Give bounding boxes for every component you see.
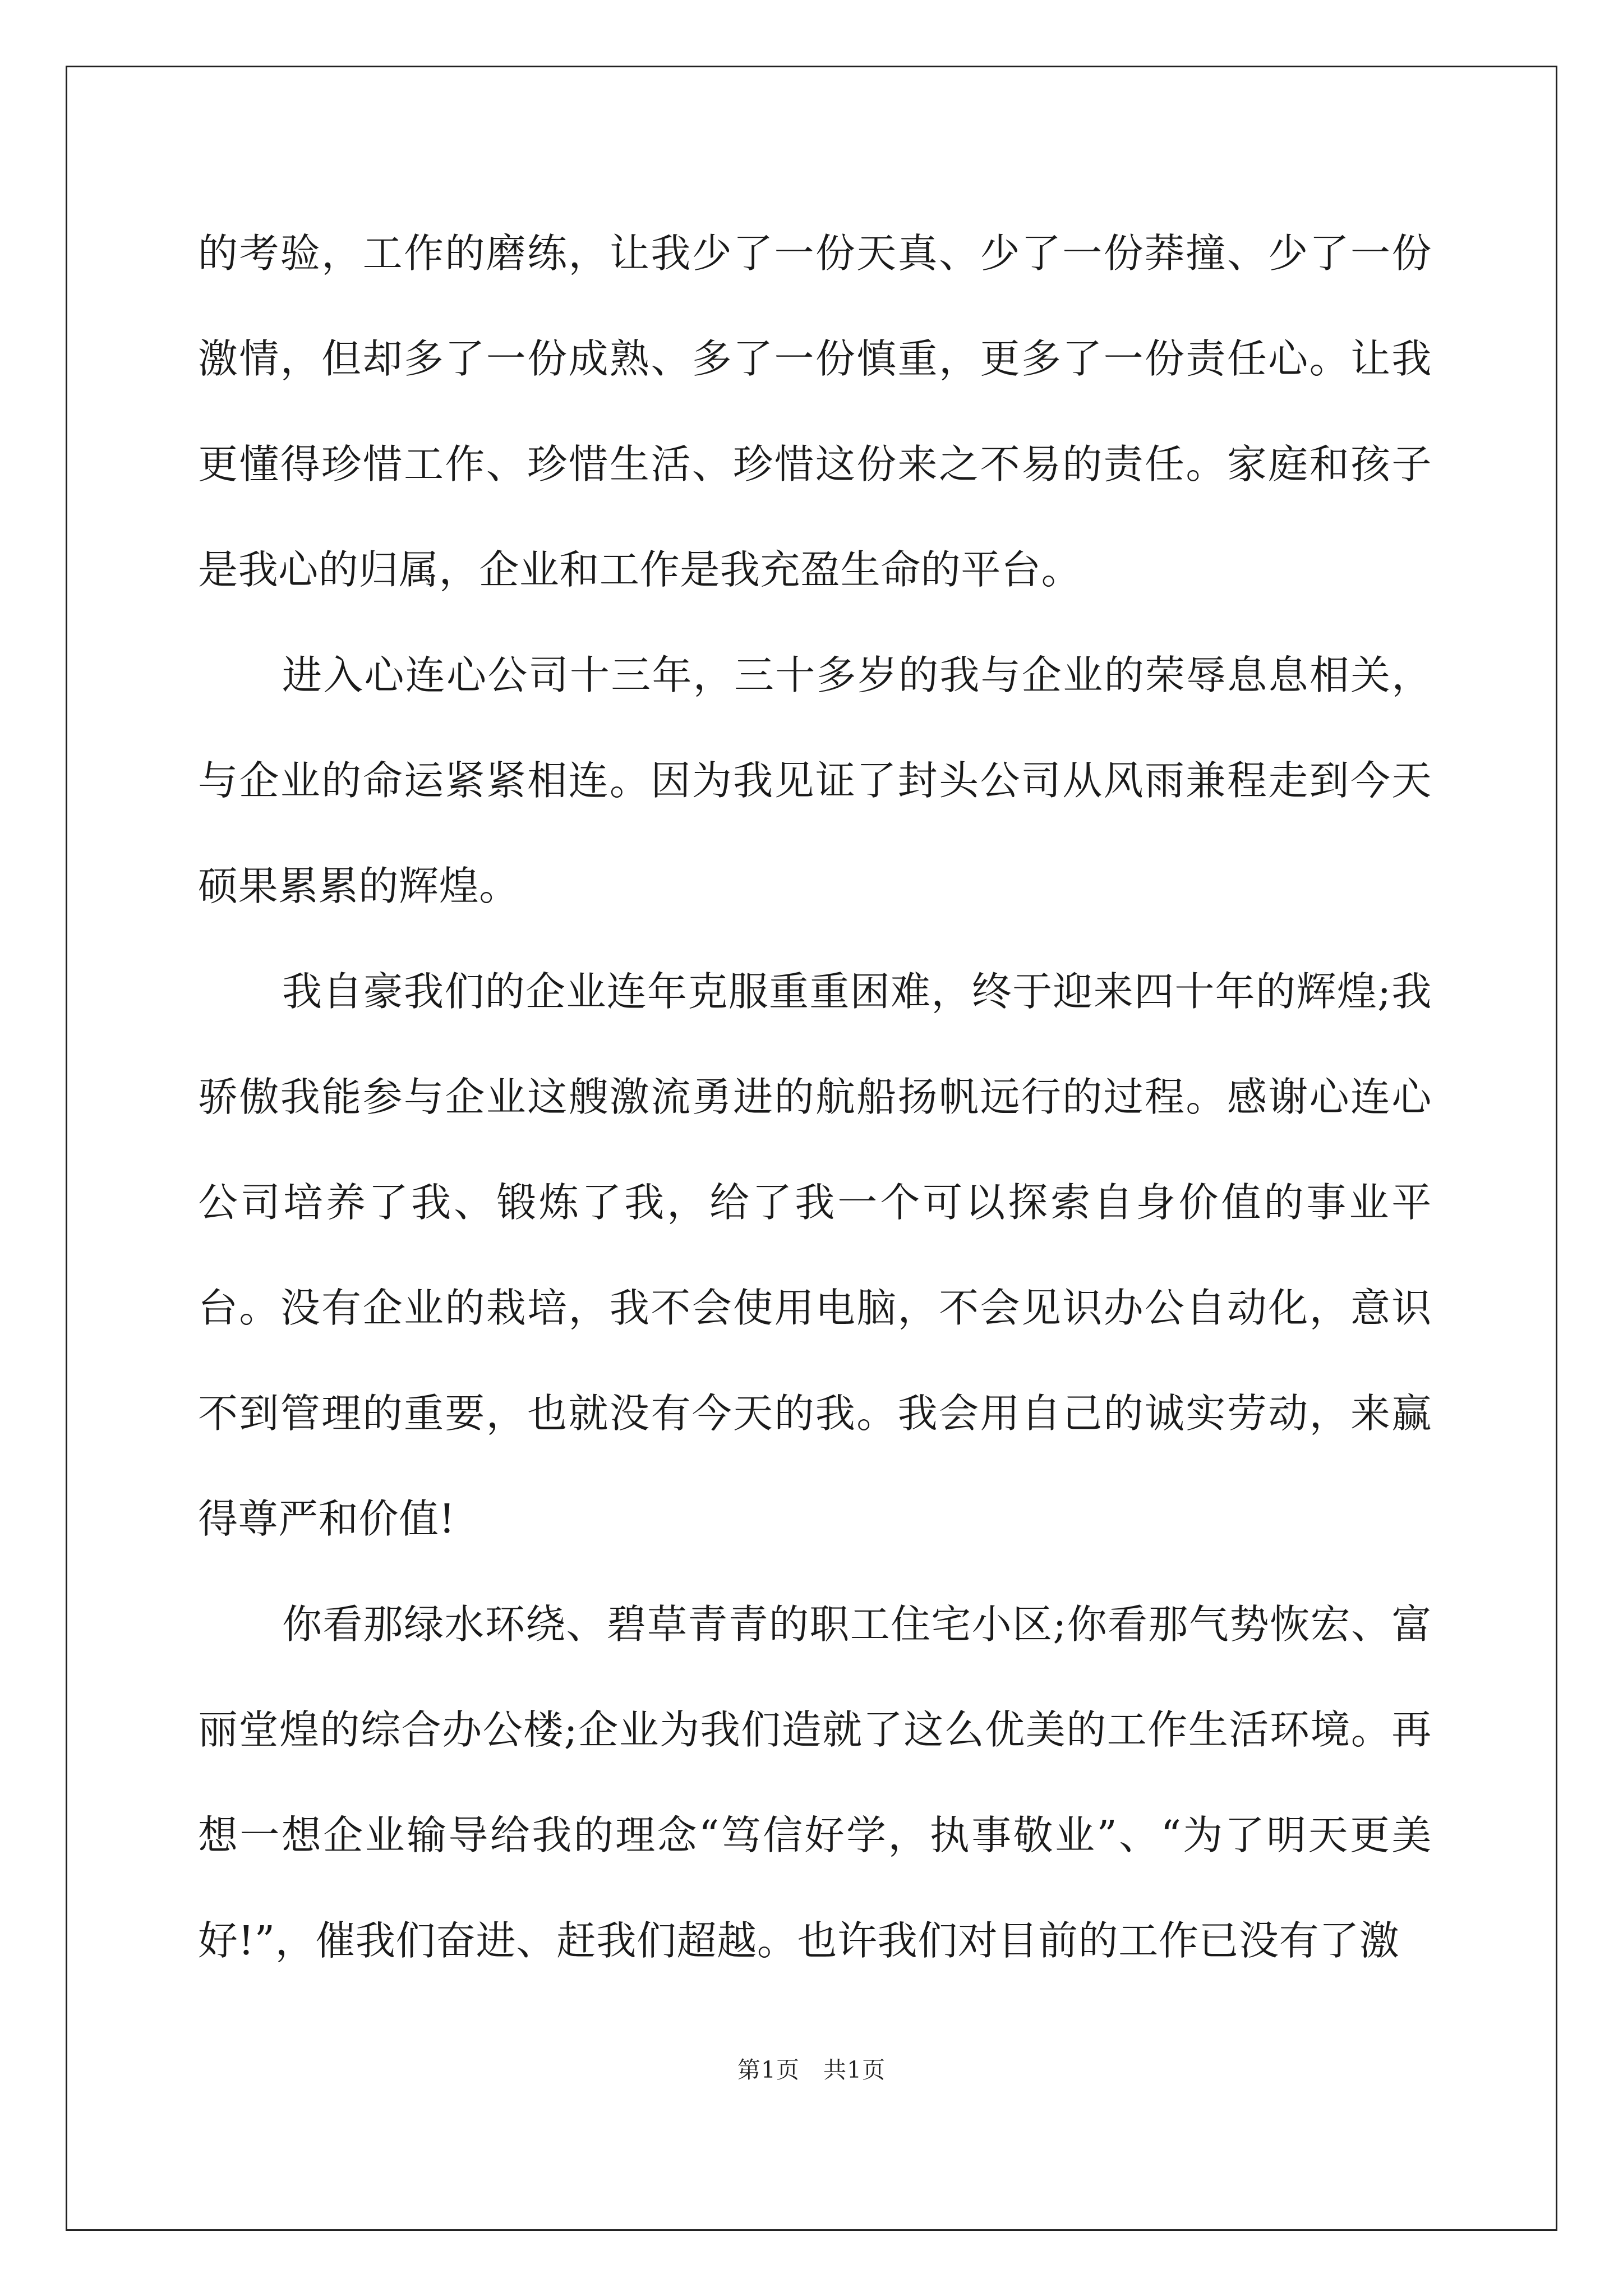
page-total: 共1页 xyxy=(823,2056,886,2083)
document-body xyxy=(198,201,1432,1994)
paragraph-1: 的考验，工作的磨练，让我少了一份天真、少了一份莽撞、少了一份激情，但却多了一份成熟、多了一份慎重，更多了一份责任心。让我更懂得珍惜工作、珍惜生活、珍惜这份来之不易的责任。家庭和孩子是我心的归属，企业和工作是我充盈生命的平台。 xyxy=(198,230,1432,593)
page-footer xyxy=(0,2053,1623,2087)
paragraph-3: 我自豪我们的企业连年克服重重困难，终于迎来四十年的辉煌;我骄傲我能参与企业这艘激流勇进的航船扬帆远行的过程。感谢心连心公司培养了我、锻炼了我，给了我一个可以探索自身价值的事业平台。没有企业的栽培，我不会使用电脑，不会见识办公自动化，意识不到管理的重要，也就没有今天的我。我会用自己的诚实劳动，来赢得尊严和价值! xyxy=(198,968,1432,1542)
page-number: 第1页 xyxy=(737,2056,800,2083)
paragraph-4: 你看那绿水环绕、碧草青青的职工住宅小区;你看那气势恢宏、富丽堂煌的综合办公楼;企业为我们造就了这么优美的工作生活环境。再想一想企业输导给我的理念“笃信好学，执事敬业”、“为了明天更美好!”，催我们奋进、赶我们超越。也许我们对目前的工作已没有了激 xyxy=(198,1601,1432,1964)
paragraph-2: 进入心连心公司十三年，三十多岁的我与企业的荣辱息息相关，与企业的命运紧紧相连。因为我见证了封头公司从风雨兼程走到今天硕果累累的辉煌。 xyxy=(198,652,1432,909)
